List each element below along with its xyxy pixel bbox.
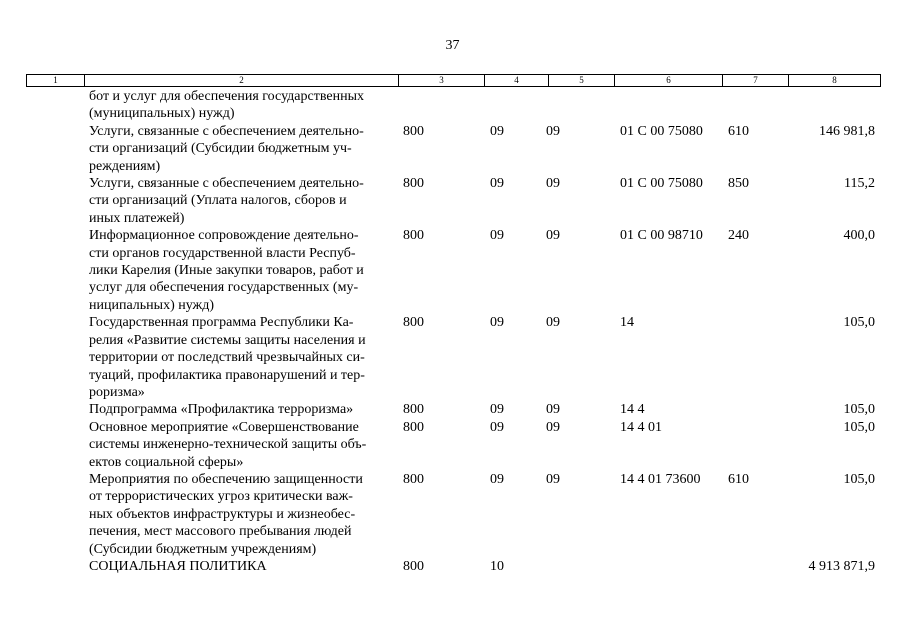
table-row bbox=[26, 471, 880, 558]
section-code: 09 bbox=[490, 402, 504, 418]
header-col-3: 3 bbox=[399, 75, 485, 87]
row-description: Подпрограмма «Профилактика терроризма» bbox=[89, 402, 354, 418]
section-code: 09 bbox=[490, 176, 504, 192]
subsection-code: 09 bbox=[546, 402, 560, 418]
target-article-code: 01 С 00 75080 bbox=[620, 176, 703, 192]
ministry-code: 800 bbox=[403, 315, 424, 331]
ministry-code: 800 bbox=[403, 558, 424, 574]
ministry-code: 800 bbox=[403, 402, 424, 418]
header-col-1: 1 bbox=[27, 75, 85, 87]
table-row bbox=[26, 558, 880, 575]
expense-type-code: 610 bbox=[728, 123, 749, 139]
header-col-5: 5 bbox=[549, 75, 615, 87]
target-article-code: 14 4 bbox=[620, 402, 645, 418]
row-description: Основное мероприятие «Совершенствование системы инженерно-технической защиты объ- ектов социальной сферы» bbox=[89, 419, 367, 470]
budget-table-body bbox=[26, 88, 880, 575]
subsection-code: 09 bbox=[546, 176, 560, 192]
subsection-code: 09 bbox=[546, 123, 560, 139]
subsection-code: 09 bbox=[546, 419, 560, 435]
section-code: 09 bbox=[490, 228, 504, 244]
amount: 105,0 bbox=[843, 471, 875, 487]
amount: 4 913 871,9 bbox=[808, 558, 875, 574]
target-article-code: 14 4 01 bbox=[620, 419, 662, 435]
section-code: 09 bbox=[490, 419, 504, 435]
row-description: Услуги, связанные с обеспечением деятельно- сти организаций (Уплата налогов, сборов и иных платежей) bbox=[89, 176, 364, 226]
amount: 146 981,8 bbox=[819, 123, 875, 139]
expense-type-code: 610 bbox=[728, 471, 749, 487]
ministry-code: 800 bbox=[403, 419, 424, 435]
amount: 400,0 bbox=[843, 228, 875, 244]
table-row bbox=[26, 227, 880, 314]
amount: 105,0 bbox=[843, 419, 875, 435]
section-code: 10 bbox=[490, 558, 504, 574]
amount: 115,2 bbox=[844, 176, 875, 192]
target-article-code: 01 С 00 75080 bbox=[620, 123, 703, 139]
row-description: Услуги, связанные с обеспечением деятельно- сти организаций (Субсидии бюджетным уч- реждениям) bbox=[89, 123, 364, 174]
row-description: СОЦИАЛЬНАЯ ПОЛИТИКА bbox=[89, 558, 267, 574]
header-col-6: 6 bbox=[615, 75, 723, 87]
ministry-code: 800 bbox=[403, 176, 424, 192]
expense-type-code: 240 bbox=[728, 228, 749, 244]
table-row bbox=[26, 401, 880, 418]
ministry-code: 800 bbox=[403, 471, 424, 487]
subsection-code: 09 bbox=[546, 228, 560, 244]
row-description: бот и услуг для обеспечения государственных (муниципальных) нужд) bbox=[89, 89, 364, 122]
ministry-code: 800 bbox=[403, 228, 424, 244]
header-col-8: 8 bbox=[789, 75, 881, 87]
amount: 105,0 bbox=[843, 315, 875, 331]
target-article-code: 14 4 01 73600 bbox=[620, 471, 701, 487]
row-description: Государственная программа Республики Ка- релия «Развитие системы защиты населения и территории от последствий чрезвычайных си- туаций, профилактика правонарушений и тер- роризма» bbox=[89, 315, 366, 400]
expense-type-code: 850 bbox=[728, 176, 749, 192]
table-row bbox=[26, 88, 880, 123]
table-row bbox=[26, 419, 880, 471]
target-article-code: 14 bbox=[620, 315, 634, 331]
subsection-code: 09 bbox=[546, 471, 560, 487]
table-row bbox=[26, 314, 880, 401]
header-col-2: 2 bbox=[85, 75, 399, 87]
table-row bbox=[26, 123, 880, 175]
target-article-code: 01 С 00 98710 bbox=[620, 228, 703, 244]
header-col-7: 7 bbox=[723, 75, 789, 87]
header-col-4: 4 bbox=[485, 75, 549, 87]
section-code: 09 bbox=[490, 123, 504, 139]
section-code: 09 bbox=[490, 471, 504, 487]
row-description: Мероприятия по обеспечению защищенности от террористических угроз критически важ- ных объектов инфраструктуры и жизнеобес- печения, мест массового пребывания людей (Субсидии бюджетным учреждениям) bbox=[89, 471, 363, 557]
section-code: 09 bbox=[490, 315, 504, 331]
row-description: Информационное сопровождение деятельно- сти органов государственной власти Респуб- лики Карелия (Иные закупки товаров, работ и услуг для обеспечения государственных (му- ниципальных) нужд) bbox=[89, 228, 364, 313]
column-number-header bbox=[26, 74, 881, 87]
subsection-code: 09 bbox=[546, 315, 560, 331]
page-number: 37 bbox=[445, 38, 460, 53]
amount: 105,0 bbox=[843, 402, 875, 418]
ministry-code: 800 bbox=[403, 123, 424, 139]
table-row bbox=[26, 175, 880, 227]
